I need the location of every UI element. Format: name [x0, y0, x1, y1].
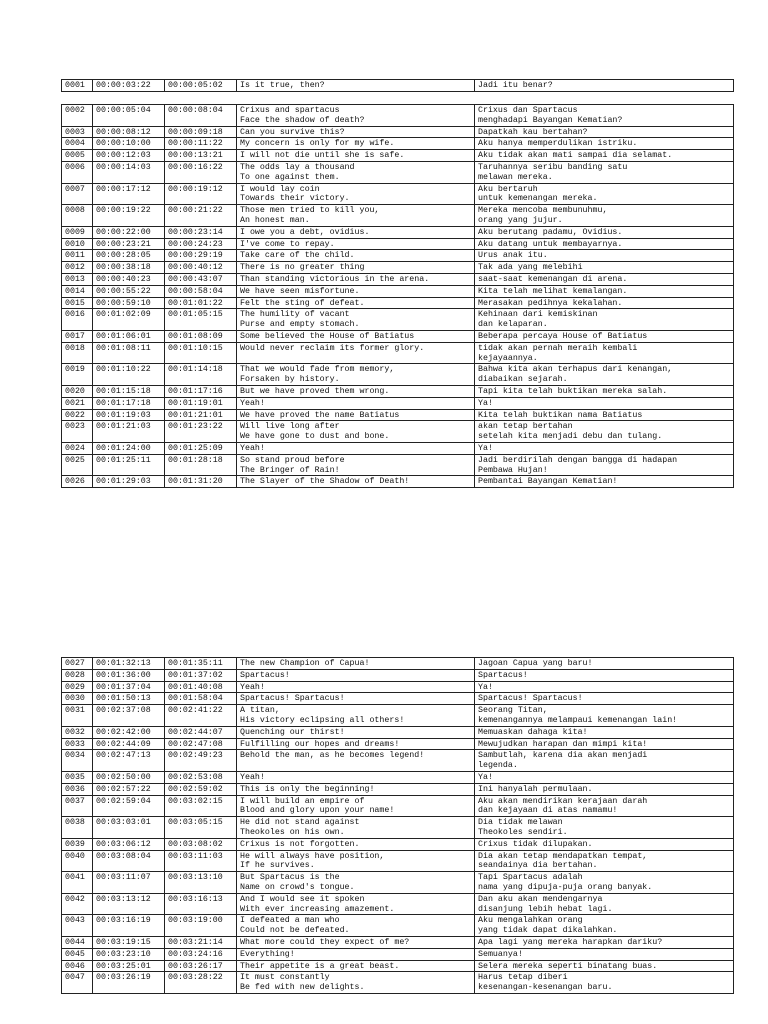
indonesian-text: Apa lagi yang mereka harapkan dariku?: [475, 936, 734, 948]
start-timecode: 00:00:22:00: [93, 226, 165, 238]
english-text: Take care of the child.: [237, 250, 475, 262]
table-row: [62, 872, 734, 894]
indonesian-text: Aku bertaruh untuk kemenangan mereka.: [475, 183, 734, 205]
english-text: I've come to repay.: [237, 238, 475, 250]
table-row: [62, 273, 734, 285]
indonesian-text: Aku mengalahkan orang yang tidak dapat dikalahkan.: [475, 915, 734, 937]
indonesian-text: Aku akan mendirikan kerajaan darah dan kejayaan di atas namamu!: [475, 795, 734, 817]
english-text: And I would see it spoken With ever increasing amazement.: [237, 893, 475, 915]
subtitle-number: 0015: [62, 297, 93, 309]
english-text: Behold the man, as he becomes legend!: [237, 750, 475, 772]
end-timecode: 00:01:31:20: [165, 476, 237, 488]
subtitle-number: 0005: [62, 150, 93, 162]
end-timecode: 00:01:35:11: [165, 658, 237, 670]
start-timecode: 00:02:37:08: [93, 705, 165, 727]
table-row: [62, 226, 734, 238]
subtitle-number: 0010: [62, 238, 93, 250]
indonesian-text: Pembantai Bayangan Kematian!: [475, 476, 734, 488]
english-text: Felt the sting of defeat.: [237, 297, 475, 309]
end-timecode: 00:01:08:09: [165, 330, 237, 342]
indonesian-text: Kehinaan dari kemiskinan dan kelaparan.: [475, 309, 734, 331]
indonesian-text: Aku datang untuk membayarnya.: [475, 238, 734, 250]
start-timecode: 00:00:12:03: [93, 150, 165, 162]
end-timecode: 00:03:05:15: [165, 817, 237, 839]
end-timecode: 00:01:25:09: [165, 442, 237, 454]
subtitle-number: 0009: [62, 226, 93, 238]
english-text: Than standing victorious in the arena.: [237, 273, 475, 285]
indonesian-text: Dia akan tetap mendapatkan tempat, seandainya dia bertahan.: [475, 850, 734, 872]
english-text: What more could they expect of me?: [237, 936, 475, 948]
subtitle-number: 0017: [62, 330, 93, 342]
end-timecode: 00:03:24:16: [165, 948, 237, 960]
start-timecode: 00:03:23:10: [93, 948, 165, 960]
indonesian-text: Urus anak itu.: [475, 250, 734, 262]
table-row: [62, 915, 734, 937]
subtitle-number: 0001: [62, 80, 93, 92]
subtitle-number: 0002: [62, 105, 93, 127]
indonesian-text: Merasakan pedihnya kekalahan.: [475, 297, 734, 309]
subtitle-number: 0025: [62, 454, 93, 476]
subtitle-number: 0041: [62, 872, 93, 894]
end-timecode: 00:03:16:13: [165, 893, 237, 915]
table-row: [62, 960, 734, 972]
table-row: [62, 750, 734, 772]
start-timecode: 00:00:03:22: [93, 80, 165, 92]
table-row: [62, 250, 734, 262]
subtitle-number: 0024: [62, 442, 93, 454]
english-text: Some believed the House of Batiatus: [237, 330, 475, 342]
english-text: We have seen misfortune.: [237, 285, 475, 297]
indonesian-text: Kita telah buktikan nama Batiatus: [475, 409, 734, 421]
english-text: Yeah!: [237, 681, 475, 693]
english-text: I would lay coin Towards their victory.: [237, 183, 475, 205]
subtitle-number: 0034: [62, 750, 93, 772]
start-timecode: 00:00:28:05: [93, 250, 165, 262]
subtitle-number: 0018: [62, 342, 93, 364]
english-text: The new Champion of Capua!: [237, 658, 475, 670]
table-row: [62, 409, 734, 421]
start-timecode: 00:00:59:10: [93, 297, 165, 309]
subtitle-number: 0046: [62, 960, 93, 972]
english-text: Quenching our thirst!: [237, 726, 475, 738]
table-row: [62, 421, 734, 443]
indonesian-text: Dan aku akan mendengarnya disanjung lebih hebat lagi.: [475, 893, 734, 915]
english-text: We have proved the name Batiatus: [237, 409, 475, 421]
english-text: Fulfilling our hopes and dreams!: [237, 738, 475, 750]
indonesian-text: Kita telah melihat kemalangan.: [475, 285, 734, 297]
indonesian-text: saat-saat kemenangan di arena.: [475, 273, 734, 285]
end-timecode: 00:00:43:07: [165, 273, 237, 285]
end-timecode: 00:00:23:14: [165, 226, 237, 238]
indonesian-text: Crixus dan Spartacus menghadapi Bayangan Kematian?: [475, 105, 734, 127]
end-timecode: 00:00:11:22: [165, 138, 237, 150]
start-timecode: 00:03:19:15: [93, 936, 165, 948]
table-row: [62, 705, 734, 727]
start-timecode: 00:01:19:03: [93, 409, 165, 421]
table-row: [62, 126, 734, 138]
table-row: [62, 693, 734, 705]
start-timecode: 00:02:59:04: [93, 795, 165, 817]
indonesian-text: tidak akan pernah meraih kembali kejayaannya.: [475, 342, 734, 364]
english-text: The odds lay a thousand To one against them.: [237, 161, 475, 183]
start-timecode: 00:01:06:01: [93, 330, 165, 342]
start-timecode: 00:03:13:12: [93, 893, 165, 915]
end-timecode: 00:00:09:18: [165, 126, 237, 138]
subtitle-number: 0032: [62, 726, 93, 738]
subtitle-number: 0003: [62, 126, 93, 138]
subtitle-number: 0042: [62, 893, 93, 915]
english-text: I owe you a debt, ovidius.: [237, 226, 475, 238]
end-timecode: 00:01:01:22: [165, 297, 237, 309]
end-timecode: 00:03:21:14: [165, 936, 237, 948]
table-row: [62, 285, 734, 297]
subtitle-number: 0027: [62, 658, 93, 670]
subtitle-number: 0013: [62, 273, 93, 285]
end-timecode: 00:03:02:15: [165, 795, 237, 817]
table-row: [62, 183, 734, 205]
end-timecode: 00:01:10:15: [165, 342, 237, 364]
indonesian-text: Mewujudkan harapan dan mimpi kita!: [475, 738, 734, 750]
end-timecode: 00:02:47:08: [165, 738, 237, 750]
english-text: That we would fade from memory, Forsaken by history.: [237, 364, 475, 386]
indonesian-text: Seorang Titan, kemenangannya melampaui kemenangan lain!: [475, 705, 734, 727]
end-timecode: 00:03:19:00: [165, 915, 237, 937]
subtitle-number: 0012: [62, 262, 93, 274]
start-timecode: 00:00:19:22: [93, 205, 165, 227]
indonesian-text: Semuanya!: [475, 948, 734, 960]
end-timecode: 00:01:21:01: [165, 409, 237, 421]
start-timecode: 00:03:26:19: [93, 972, 165, 994]
table-row: [62, 795, 734, 817]
start-timecode: 00:01:24:00: [93, 442, 165, 454]
indonesian-text: Dapatkah kau bertahan?: [475, 126, 734, 138]
subtitle-table-2: [61, 104, 734, 488]
subtitle-number: 0022: [62, 409, 93, 421]
end-timecode: 00:00:58:04: [165, 285, 237, 297]
start-timecode: 00:02:47:13: [93, 750, 165, 772]
end-timecode: 00:00:21:22: [165, 205, 237, 227]
indonesian-text: Ya!: [475, 771, 734, 783]
indonesian-text: Beberapa percaya House of Batiatus: [475, 330, 734, 342]
indonesian-text: Jadi itu benar?: [475, 80, 734, 92]
table-row: [62, 238, 734, 250]
table-row: [62, 161, 734, 183]
indonesian-text: Aku hanya memperdulikan istriku.: [475, 138, 734, 150]
start-timecode: 00:03:11:07: [93, 872, 165, 894]
end-timecode: 00:00:24:23: [165, 238, 237, 250]
indonesian-text: Spartacus!: [475, 669, 734, 681]
indonesian-text: Jagoan Capua yang baru!: [475, 658, 734, 670]
end-timecode: 00:03:11:03: [165, 850, 237, 872]
english-text: Spartacus!: [237, 669, 475, 681]
end-timecode: 00:01:23:22: [165, 421, 237, 443]
table-row: [62, 342, 734, 364]
start-timecode: 00:01:17:18: [93, 397, 165, 409]
start-timecode: 00:00:14:03: [93, 161, 165, 183]
english-text: He did not stand against Theokoles on his own.: [237, 817, 475, 839]
indonesian-text: Mereka mencoba membunuhmu, orang yang jujur.: [475, 205, 734, 227]
english-text: Spartacus! Spartacus!: [237, 693, 475, 705]
english-text: Is it true, then?: [237, 80, 475, 92]
end-timecode: 00:03:26:17: [165, 960, 237, 972]
start-timecode: 00:02:42:00: [93, 726, 165, 738]
subtitle-number: 0039: [62, 838, 93, 850]
table-row: [62, 817, 734, 839]
indonesian-text: Dia tidak melawan Theokoles sendiri.: [475, 817, 734, 839]
subtitle-table-1: [61, 79, 734, 92]
start-timecode: 00:00:55:22: [93, 285, 165, 297]
end-timecode: 00:02:53:08: [165, 771, 237, 783]
english-text: So stand proud before The Bringer of Rain!: [237, 454, 475, 476]
start-timecode: 00:01:02:09: [93, 309, 165, 331]
table-row: [62, 850, 734, 872]
table-row: [62, 972, 734, 994]
table-row: [62, 309, 734, 331]
english-text: Their appetite is a great beast.: [237, 960, 475, 972]
subtitle-number: 0038: [62, 817, 93, 839]
indonesian-text: Spartacus! Spartacus!: [475, 693, 734, 705]
end-timecode: 00:00:16:22: [165, 161, 237, 183]
english-text: Will live long after We have gone to dust and bone.: [237, 421, 475, 443]
table-row: [62, 297, 734, 309]
start-timecode: 00:03:16:19: [93, 915, 165, 937]
end-timecode: 00:00:29:19: [165, 250, 237, 262]
table-row: [62, 681, 734, 693]
subtitle-number: 0023: [62, 421, 93, 443]
subtitle-number: 0029: [62, 681, 93, 693]
end-timecode: 00:01:14:18: [165, 364, 237, 386]
end-timecode: 00:00:08:04: [165, 105, 237, 127]
subtitle-number: 0035: [62, 771, 93, 783]
subtitle-number: 0037: [62, 795, 93, 817]
end-timecode: 00:01:37:02: [165, 669, 237, 681]
table-row: [62, 442, 734, 454]
end-timecode: 00:03:08:02: [165, 838, 237, 850]
english-text: It must constantly Be fed with new delights.: [237, 972, 475, 994]
indonesian-text: akan tetap bertahan setelah kita menjadi debu dan tulang.: [475, 421, 734, 443]
start-timecode: 00:01:36:00: [93, 669, 165, 681]
english-text: Crixus and spartacus Face the shadow of death?: [237, 105, 475, 127]
start-timecode: 00:00:10:00: [93, 138, 165, 150]
table-row: [62, 771, 734, 783]
english-text: I will not die until she is safe.: [237, 150, 475, 162]
subtitle-number: 0045: [62, 948, 93, 960]
subtitle-number: 0019: [62, 364, 93, 386]
end-timecode: 00:02:41:22: [165, 705, 237, 727]
start-timecode: 00:01:08:11: [93, 342, 165, 364]
table-row: [62, 262, 734, 274]
english-text: Yeah!: [237, 771, 475, 783]
table-row: [62, 397, 734, 409]
indonesian-text: Ya!: [475, 442, 734, 454]
english-text: Can you survive this?: [237, 126, 475, 138]
subtitle-number: 0026: [62, 476, 93, 488]
indonesian-text: Aku berutang padamu, Ovidius.: [475, 226, 734, 238]
indonesian-text: Sambutlah, karena dia akan menjadi legenda.: [475, 750, 734, 772]
start-timecode: 00:00:17:12: [93, 183, 165, 205]
start-timecode: 00:01:37:04: [93, 681, 165, 693]
indonesian-text: Taruhannya seribu banding satu melawan mereka.: [475, 161, 734, 183]
end-timecode: 00:00:40:12: [165, 262, 237, 274]
english-text: My concern is only for my wife.: [237, 138, 475, 150]
table-row: [62, 726, 734, 738]
start-timecode: 00:03:08:04: [93, 850, 165, 872]
table-row: [62, 738, 734, 750]
subtitle-number: 0047: [62, 972, 93, 994]
indonesian-text: Ini hanyalah permulaan.: [475, 783, 734, 795]
english-text: There is no greater thing: [237, 262, 475, 274]
indonesian-text: Memuaskan dahaga kita!: [475, 726, 734, 738]
subtitle-table-3: [61, 657, 734, 994]
subtitle-number: 0006: [62, 161, 93, 183]
table-row: [62, 838, 734, 850]
subtitle-number: 0011: [62, 250, 93, 262]
table-row: [62, 476, 734, 488]
start-timecode: 00:02:50:00: [93, 771, 165, 783]
end-timecode: 00:02:44:07: [165, 726, 237, 738]
english-text: I defeated a man who Could not be defeated.: [237, 915, 475, 937]
table-row: [62, 205, 734, 227]
english-text: A titan, His victory eclipsing all others!: [237, 705, 475, 727]
indonesian-text: Tapi Spartacus adalah nama yang dipuja-puja orang banyak.: [475, 872, 734, 894]
subtitle-number: 0043: [62, 915, 93, 937]
start-timecode: 00:00:05:04: [93, 105, 165, 127]
end-timecode: 00:03:28:22: [165, 972, 237, 994]
end-timecode: 00:02:59:02: [165, 783, 237, 795]
subtitle-number: 0036: [62, 783, 93, 795]
english-text: Crixus is not forgotten.: [237, 838, 475, 850]
table-row: [62, 385, 734, 397]
indonesian-text: Ya!: [475, 681, 734, 693]
start-timecode: 00:01:25:11: [93, 454, 165, 476]
indonesian-text: Tapi kita telah buktikan mereka salah.: [475, 385, 734, 397]
subtitle-number: 0033: [62, 738, 93, 750]
start-timecode: 00:02:57:22: [93, 783, 165, 795]
english-text: The Slayer of the Shadow of Death!: [237, 476, 475, 488]
indonesian-text: Crixus tidak dilupakan.: [475, 838, 734, 850]
start-timecode: 00:00:38:18: [93, 262, 165, 274]
english-text: Those men tried to kill you, An honest man.: [237, 205, 475, 227]
subtitle-number: 0020: [62, 385, 93, 397]
subtitle-number: 0008: [62, 205, 93, 227]
start-timecode: 00:02:44:09: [93, 738, 165, 750]
subtitle-number: 0014: [62, 285, 93, 297]
indonesian-text: Aku tidak akan mati sampai dia selamat.: [475, 150, 734, 162]
english-text: I will build an empire of Blood and glory upon your name!: [237, 795, 475, 817]
end-timecode: 00:01:58:04: [165, 693, 237, 705]
table-row: [62, 150, 734, 162]
end-timecode: 00:01:40:08: [165, 681, 237, 693]
start-timecode: 00:03:06:12: [93, 838, 165, 850]
start-timecode: 00:01:32:13: [93, 658, 165, 670]
start-timecode: 00:01:29:03: [93, 476, 165, 488]
table-row: [62, 138, 734, 150]
table-row: [62, 658, 734, 670]
end-timecode: 00:01:05:15: [165, 309, 237, 331]
table-row: [62, 364, 734, 386]
subtitle-number: 0040: [62, 850, 93, 872]
subtitle-number: 0031: [62, 705, 93, 727]
table-row: [62, 105, 734, 127]
english-text: Everything!: [237, 948, 475, 960]
end-timecode: 00:03:13:10: [165, 872, 237, 894]
start-timecode: 00:00:23:21: [93, 238, 165, 250]
start-timecode: 00:03:25:01: [93, 960, 165, 972]
end-timecode: 00:00:05:02: [165, 80, 237, 92]
english-text: Yeah!: [237, 442, 475, 454]
indonesian-text: Jadi berdirilah dengan bangga di hadapan Pembawa Hujan!: [475, 454, 734, 476]
subtitle-number: 0028: [62, 669, 93, 681]
end-timecode: 00:00:13:21: [165, 150, 237, 162]
english-text: Yeah!: [237, 397, 475, 409]
table-row: [62, 783, 734, 795]
english-text: But Spartacus is the Name on crowd's tongue.: [237, 872, 475, 894]
table-row: [62, 893, 734, 915]
subtitle-number: 0004: [62, 138, 93, 150]
end-timecode: 00:01:28:18: [165, 454, 237, 476]
subtitle-number: 0044: [62, 936, 93, 948]
indonesian-text: Harus tetap diberi kesenangan-kesenangan baru.: [475, 972, 734, 994]
start-timecode: 00:00:08:12: [93, 126, 165, 138]
english-text: This is only the beginning!: [237, 783, 475, 795]
table-row: [62, 948, 734, 960]
english-text: Would never reclaim its former glory.: [237, 342, 475, 364]
indonesian-text: Bahwa kita akan terhapus dari kenangan, diabaikan sejarah.: [475, 364, 734, 386]
end-timecode: 00:00:19:12: [165, 183, 237, 205]
start-timecode: 00:01:10:22: [93, 364, 165, 386]
subtitle-number: 0030: [62, 693, 93, 705]
start-timecode: 00:01:21:03: [93, 421, 165, 443]
table-row: [62, 454, 734, 476]
end-timecode: 00:01:17:16: [165, 385, 237, 397]
subtitle-number: 0016: [62, 309, 93, 331]
start-timecode: 00:00:40:23: [93, 273, 165, 285]
table-row: [62, 330, 734, 342]
start-timecode: 00:03:03:01: [93, 817, 165, 839]
end-timecode: 00:01:19:01: [165, 397, 237, 409]
english-text: But we have proved them wrong.: [237, 385, 475, 397]
indonesian-text: Ya!: [475, 397, 734, 409]
subtitle-number: 0007: [62, 183, 93, 205]
english-text: The humility of vacant Purse and empty stomach.: [237, 309, 475, 331]
start-timecode: 00:01:50:13: [93, 693, 165, 705]
english-text: He will always have position, If he survives.: [237, 850, 475, 872]
table-row: [62, 669, 734, 681]
subtitle-number: 0021: [62, 397, 93, 409]
start-timecode: 00:01:15:18: [93, 385, 165, 397]
indonesian-text: Selera mereka seperti binatang buas.: [475, 960, 734, 972]
table-row: [62, 80, 734, 92]
table-row: [62, 936, 734, 948]
end-timecode: 00:02:49:23: [165, 750, 237, 772]
indonesian-text: Tak ada yang melebihi: [475, 262, 734, 274]
